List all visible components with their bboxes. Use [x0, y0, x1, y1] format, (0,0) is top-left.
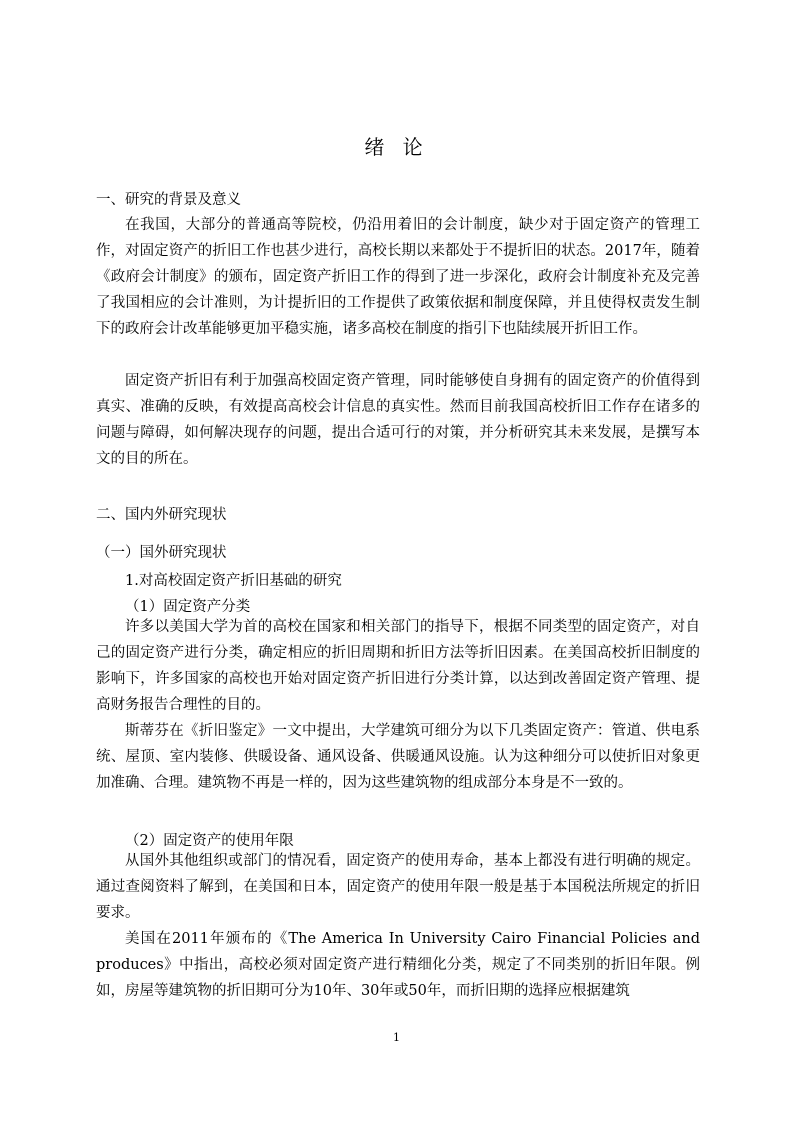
- page-number: 1: [393, 1031, 400, 1044]
- item-heading-useful-life: （2）固定资产的使用年限: [125, 833, 294, 849]
- paragraph-background-1: 在我国，大部分的普通高等院校，仍沿用着旧的会计制度，缺少对于固定资产的管理工作，对固定资产的折旧工作也甚少进行，高校长期以来都处于不提折旧的状态。2017年，随着《政府会计制度》的颁布，固定资产折旧工作的得到了进一步深化，政府会计制度补充及完善了我国相应的会计准则，为计提折旧的工作提供了政策依据和制度保障，并且使得权责发生制下的政府会计改革能够更加平稳实施，诸多高校在制度的指引下也陆续展开折旧工作。: [96, 217, 700, 337]
- item-heading-classification: （1）固定资产分类: [125, 599, 251, 615]
- paragraph-useful-life-2: 美国在2011年颁布的《The America In University Cairo Financial Policies and produces》中指出，高校必须对固定资产进行精细化分类，规定了不同类别的折旧年限。例如，房屋等建筑物的折旧期可分为10年、30年或50年，而折旧期的选择应根据建筑: [96, 931, 700, 999]
- paragraph-useful-life-1: 从国外其他组织或部门的情况看，固定资产的使用寿命，基本上都没有进行明确的规定。通过查阅资料了解到，在美国和日本，固定资产的使用年限一般是基于本国税法所规定的折旧要求。: [96, 853, 700, 921]
- paragraph-classification-1: 许多以美国大学为首的高校在国家和相关部门的指导下，根据不同类型的固定资产，对自己的固定资产进行分类，确定相应的折旧周期和折旧方法等折旧因素。在美国高校折旧制度的影响下，许多国家的高校也开始对固定资产折旧进行分类计算，以达到改善固定资产管理、提高财务报告合理性的目的。: [96, 619, 700, 713]
- subsection-heading-foreign: （一）国外研究现状: [96, 545, 227, 561]
- paragraph-classification-2: 斯蒂芬在《折旧鉴定》一文中提出，大学建筑可细分为以下几类固定资产：管道、供电系统、屋顶、室内装修、供暖设备、通风设备、供暖通风设施。认为这种细分可以使折旧对象更加准确、合理。建筑物不再是一样的，因为这些建筑物的组成部分本身是不一致的。: [96, 723, 700, 791]
- section-heading-2: 二、国内外研究现状: [96, 507, 227, 523]
- section-heading-1: 一、研究的背景及意义: [96, 192, 241, 208]
- subsubsection-heading-1: 1.对高校固定资产折旧基础的研究: [125, 573, 342, 589]
- paragraph-background-2: 固定资产折旧有利于加强高校固定资产管理，同时能够使自身拥有的固定资产的价值得到真实、准确的反映，有效提高高校会计信息的真实性。然而目前我国高校折旧工作存在诸多的问题与障碍，如何解决现存的问题，提出合适可行的对策，并分析研究其未来发展，是撰写本文的目的所在。: [96, 373, 700, 467]
- page-title: 绪 论: [364, 135, 429, 159]
